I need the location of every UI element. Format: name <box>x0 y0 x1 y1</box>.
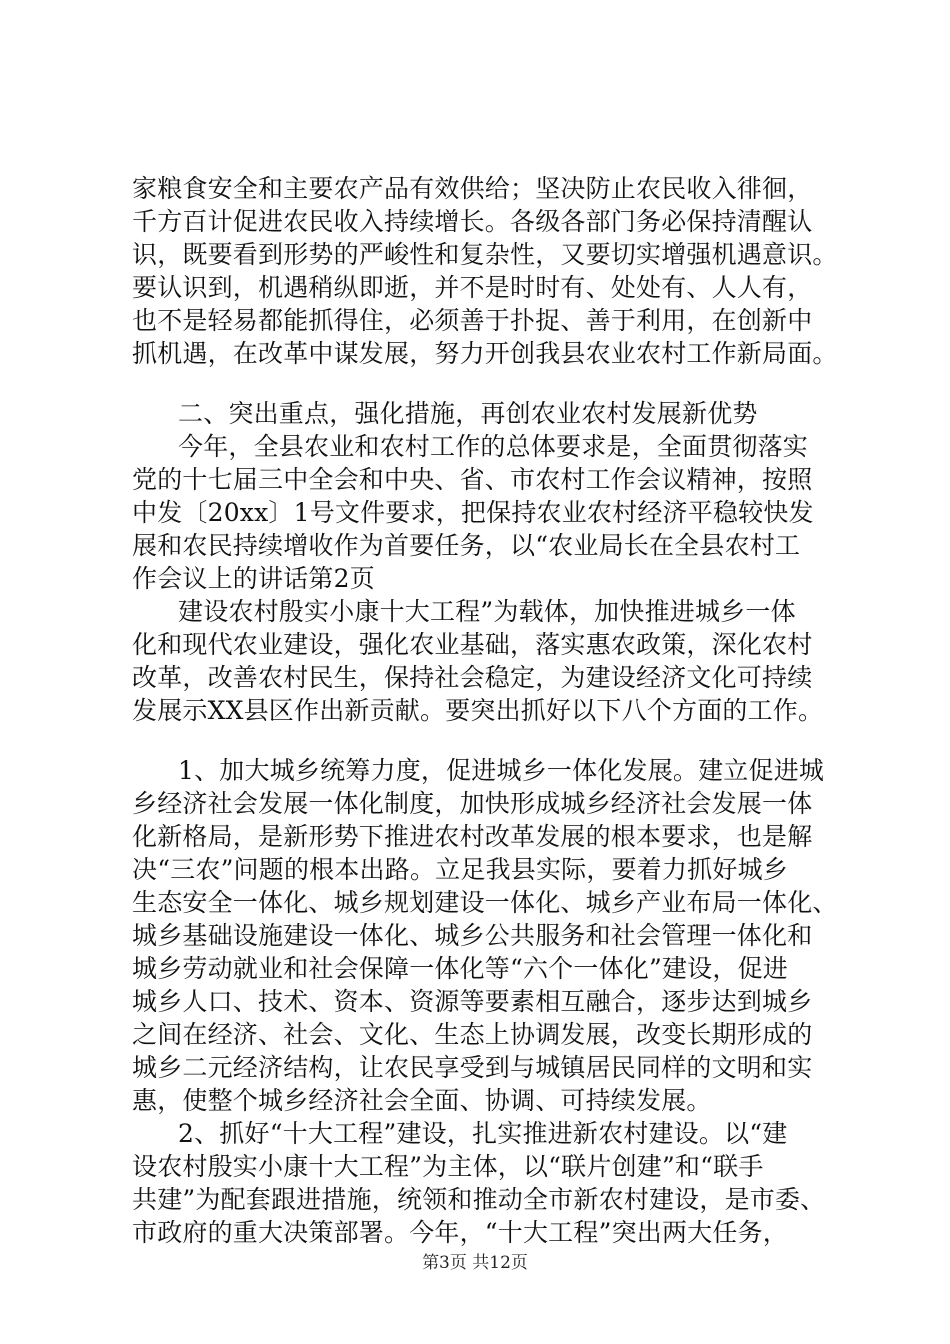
text-line: 党的十七届三中全会和中央、省、市农村工作会议精神，按照 <box>132 465 813 494</box>
text-line: 也不是轻易都能抓得住，必须善于扑捉、善于利用，在创新中 <box>132 306 813 335</box>
text-line: 之间在经济、社会、文化、生态上协调发展，改变长期形成的 <box>132 1020 813 1049</box>
text-line: 2、抓好“十大工程”建设，扎实推进新农村建设。以“建 <box>178 1119 788 1148</box>
text-line: 今年，全县农业和农村工作的总体要求是，全面贯彻落实 <box>178 432 809 461</box>
text-line: 城乡劳动就业和社会保障一体化等“六个一体化”建设，促进 <box>132 954 788 983</box>
text-line: 城乡基础设施建设一体化、城乡公共服务和社会管理一体化和 <box>132 921 813 950</box>
text-line: 1、加大城乡统筹力度，促进城乡一体化发展。建立促进城 <box>178 756 825 785</box>
text-line: 市政府的重大决策部署。今年，“十大工程”突出两大任务， <box>132 1218 788 1247</box>
text-line: 城乡人口、技术、资本、资源等要素相互融合，逐步达到城乡 <box>132 987 813 1016</box>
text-line: 乡经济社会发展一体化制度，加快形成城乡经济社会发展一体 <box>132 789 813 818</box>
text-line: 抓机遇，在改革中谋发展，努力开创我县农业农村工作新局面。 <box>132 339 838 368</box>
text-line: 发展示XX县区作出新贡献。要突出抓好以下八个方面的工作。 <box>132 696 824 725</box>
text-line: 生态安全一体化、城乡规划建设一体化、城乡产业布局一体化、 <box>132 888 838 917</box>
text-line: 设农村殷实小康十大工程”为主体，以“联片创建”和“联手 <box>132 1152 764 1181</box>
text-line: 千方百计促进农民收入持续增长。各级各部门务必保持清醒认 <box>132 207 813 236</box>
text-line: 要认识到，机遇稍纵即逝，并不是时时有、处处有、人人有， <box>132 273 813 302</box>
text-line: 建设农村殷实小康十大工程”为载体，加快推进城乡一体 <box>178 597 796 626</box>
page-number: 第3页 共12页 <box>422 1253 528 1273</box>
text-line: 作会议上的讲话第2页 <box>132 564 375 593</box>
text-line: 化新格局，是新形势下推进农村改革发展的根本要求，也是解 <box>132 822 813 851</box>
text-line: 决“三农”问题的根本出路。立足我县实际，要着力抓好城乡 <box>132 855 788 884</box>
text-line: 共建”为配套跟进措施，统领和推动全市新农村建设，是市委、 <box>132 1185 826 1214</box>
section-heading: 二、突出重点，强化措施，再创农业农村发展新优势 <box>178 399 758 428</box>
text-line: 展和农民持续增收作为首要任务，以“农业局长在全县农村工 <box>132 531 801 560</box>
text-line: 家粮食安全和主要农产品有效供给；坚决防止农民收入徘徊， <box>132 174 813 203</box>
text-line: 化和现代农业建设，强化农业基础，落实惠农政策，深化农村 <box>132 630 813 659</box>
text-line: 识，既要看到形势的严峻性和复杂性，又要切实增强机遇意识。 <box>132 240 838 269</box>
text-line: 惠，使整个城乡经济社会全面、协调、可持续发展。 <box>132 1086 712 1115</box>
text-line: 城乡二元经济结构，让农民享受到与城镇居民同样的文明和实 <box>132 1053 813 1082</box>
text-line: 改革，改善农村民生，保持社会稳定，为建设经济文化可持续 <box>132 663 813 692</box>
text-line: 中发〔20xx〕1号文件要求，把保持农业农村经济平稳较快发 <box>132 498 814 527</box>
